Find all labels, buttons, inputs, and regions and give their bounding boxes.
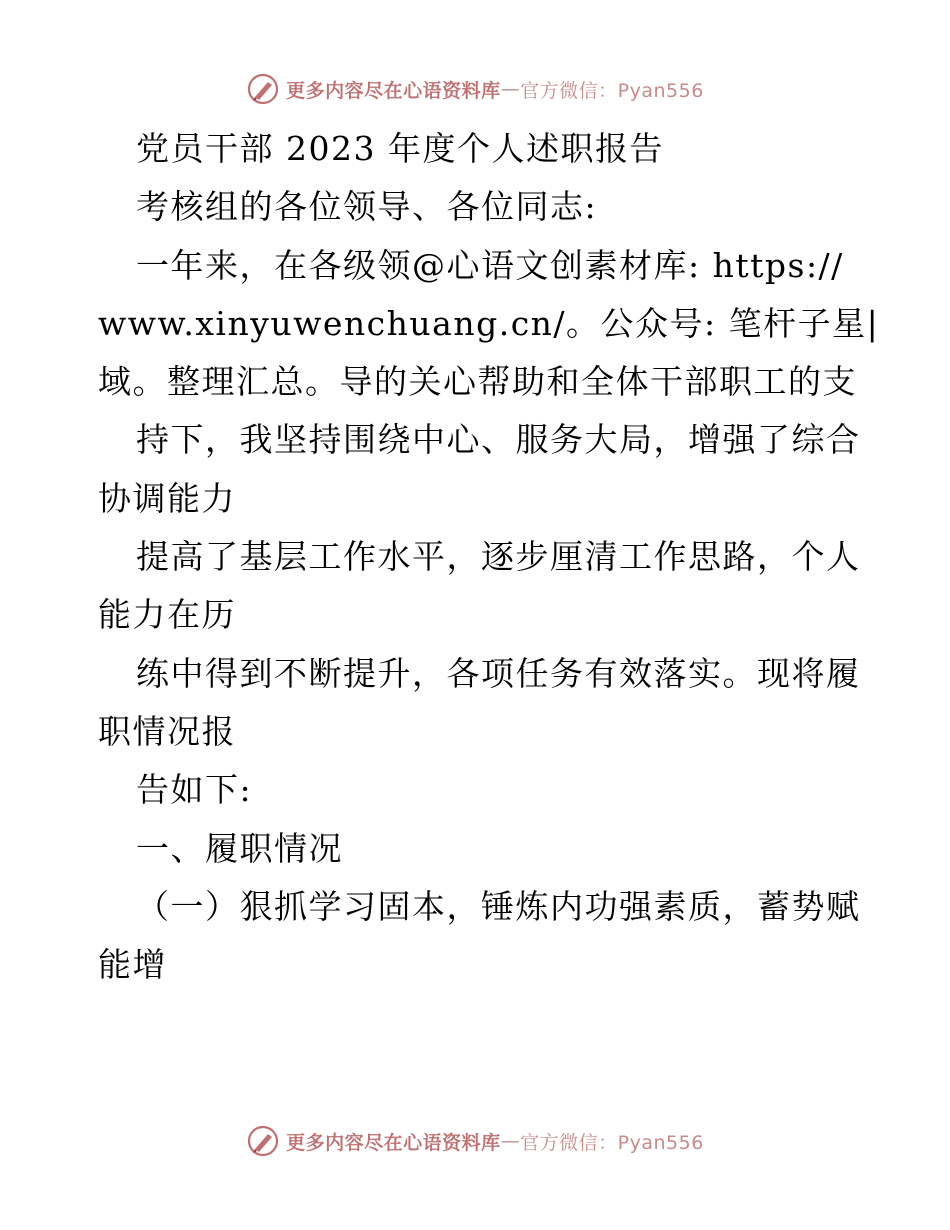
subsection-heading: （一）狠抓学习固本，锤炼内功强素质，蓄势赋 [136,886,861,926]
document-body [98,120,880,994]
watermark-header [0,72,950,106]
doc-line: 提高了基层工作水平，逐步厘清工作思路，个人 [136,537,861,577]
doc-line: 练中得到不断提升，各项任务有效落实。现将履 [136,653,861,693]
watermark-separator: — [500,78,521,100]
doc-salutation: 考核组的各位领导、各位同志: [136,187,598,227]
watermark-wechat-text: 官方微信：Pyan556 [520,1131,704,1154]
doc-line: 协调能力 [98,478,236,518]
doc-title: 党员干部 2023 年度个人述职报告 [136,129,664,168]
pen-logo-icon [246,1124,280,1158]
section-heading: 一、履职情况 [136,828,343,868]
doc-line: 能增 [98,945,167,985]
watermark-separator: — [500,1130,521,1152]
doc-line: 域。整理汇总。导的关心帮助和全体干部职工的支 [98,362,857,402]
watermark-main-text: 更多内容尽在心语资料库 [286,79,501,102]
doc-line: 职情况报 [98,711,236,751]
doc-line: 持下，我坚持围绕中心、服务大局，增强了综合 [136,420,861,460]
doc-line: 一年来，在各级领@心语文创素材库: https:// [136,245,844,285]
watermark-wechat-text: 官方微信：Pyan556 [520,79,704,102]
watermark-footer [0,1124,950,1158]
doc-line: 告如下: [136,770,253,810]
watermark-main-text: 更多内容尽在心语资料库 [286,1131,501,1154]
pen-logo-icon [246,72,280,106]
doc-line: www.xinyuwenchuang.cn/。公众号: 笔杆子星| [98,303,880,343]
doc-line: 能力在历 [98,595,236,635]
